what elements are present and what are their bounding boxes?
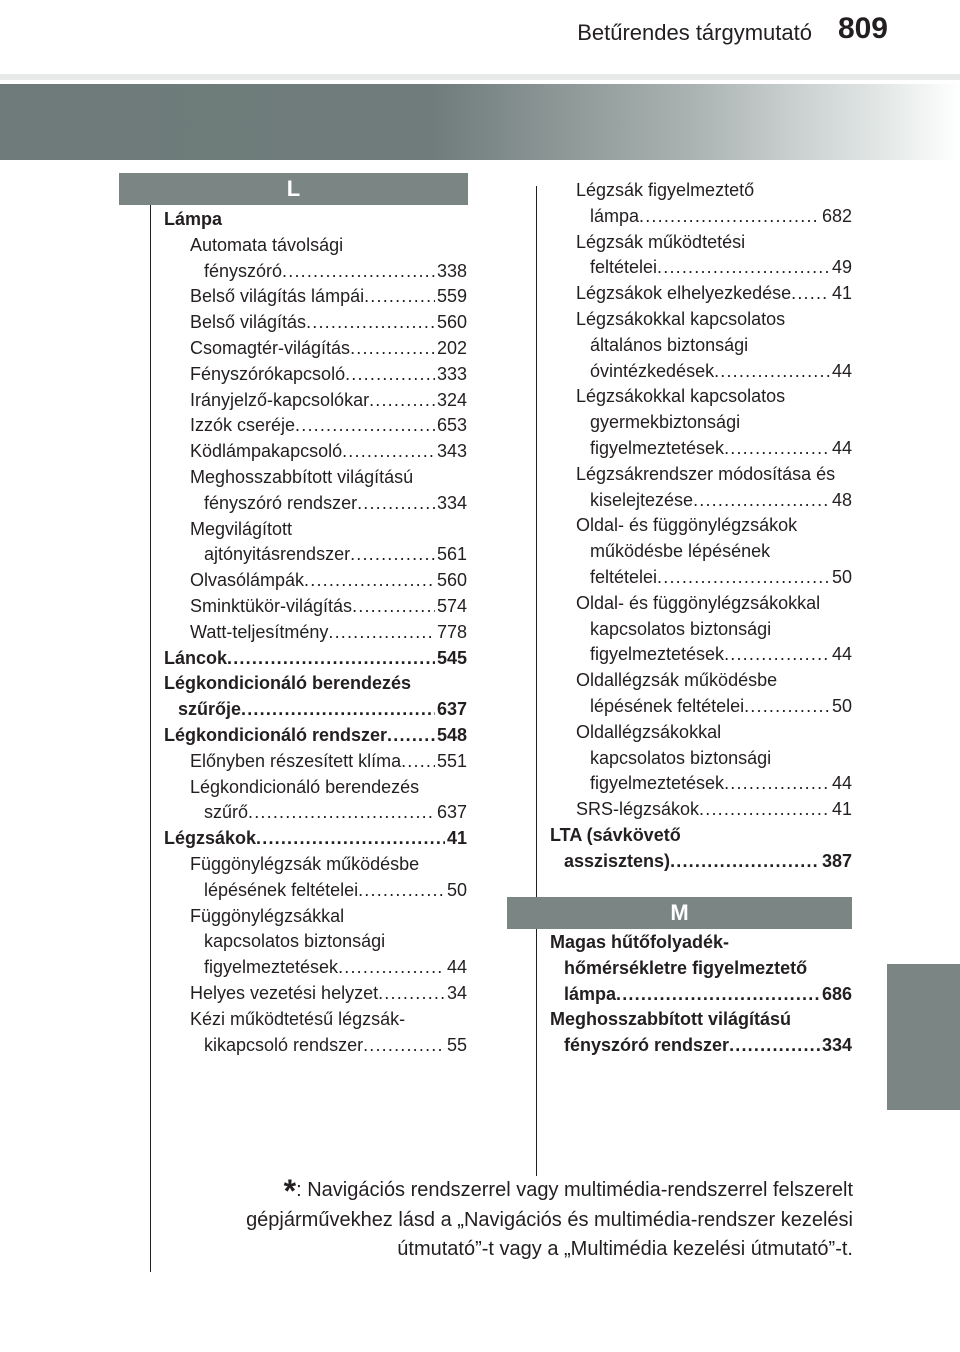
index-entry: [164, 671, 467, 697]
index-entry-text: szűrő: [204, 802, 249, 823]
index-entry-page: 561: [436, 544, 467, 565]
index-entry-page: 41: [831, 799, 852, 820]
index-entry-text: Légkondicionáló berendezés: [190, 776, 420, 797]
dot-leader: [639, 204, 820, 230]
header-title: Betűrendes tárgymutató: [577, 20, 812, 45]
index-entry-text: Lámpa: [164, 209, 223, 229]
index-entry-text: Watt-teljesítmény: [190, 621, 329, 642]
index-entry-text: figyelmeztetések: [204, 957, 339, 978]
index-entry-text: Előnyben részesített klíma: [190, 750, 402, 771]
index-entry-page: 637: [436, 699, 467, 720]
index-entry: [550, 410, 852, 436]
index-entry: [164, 207, 467, 233]
index-entry-text: Légzsákok: [164, 828, 257, 849]
index-entry: [164, 697, 467, 723]
index-entry-page: 41: [446, 828, 467, 849]
index-entry-text: Belső világítás lámpái: [190, 286, 365, 307]
index-entry-text: gyermekbiztonsági: [590, 412, 741, 433]
index-entry: [164, 491, 467, 517]
index-entry-page: 50: [446, 879, 467, 900]
index-entry-text: Belső világítás: [190, 312, 307, 333]
index-entry: [550, 1007, 852, 1033]
index-entry-page: 202: [436, 337, 467, 358]
index-entry: [550, 230, 852, 256]
index-entry: [164, 723, 467, 749]
index-entry: [550, 436, 852, 462]
index-entry-text: fényszóró rendszer: [204, 492, 358, 513]
index-entry: [164, 439, 467, 465]
index-entry: [164, 259, 467, 285]
dot-leader: [369, 388, 435, 414]
index-entry-text: általános biztonsági: [590, 334, 749, 355]
dot-leader: [345, 362, 435, 388]
index-entry: [164, 594, 467, 620]
index-entry: [164, 336, 467, 362]
dot-leader: [724, 436, 830, 462]
index-entry-page: 44: [446, 957, 467, 978]
index-entry-text: óvintézkedések: [590, 360, 715, 381]
index-entry-text: fényszóró: [204, 260, 283, 281]
index-entry-page: 44: [831, 773, 852, 794]
index-entry-text: SRS-légzsákok: [576, 799, 700, 820]
index-entry-text: Oldal- és függönylégzsákok: [576, 515, 798, 536]
index-entry: [164, 465, 467, 491]
index-entry: [550, 384, 852, 410]
index-entry: [550, 359, 852, 385]
dot-leader: [304, 568, 435, 594]
index-entry: [164, 1007, 467, 1033]
index-entry-page: 50: [831, 695, 852, 716]
index-entry-text: Olvasólámpák: [190, 570, 305, 591]
index-entry: [550, 1033, 852, 1059]
index-entry: [550, 178, 852, 204]
index-entry-page: 333: [436, 363, 467, 384]
index-entry: [550, 488, 852, 514]
index-entry-text: Meghosszabbított világítású: [190, 466, 414, 487]
index-entry-page: 48: [831, 489, 852, 510]
index-entry: [550, 281, 852, 307]
index-entry-page: 545: [436, 647, 467, 668]
index-entry: [164, 568, 467, 594]
index-entry-text: kikapcsoló rendszer: [204, 1034, 364, 1055]
index-entry-page: 50: [831, 566, 852, 587]
dot-leader: [328, 620, 435, 646]
index-entry: [550, 307, 852, 333]
index-entry: [164, 233, 467, 259]
index-entry-page: 49: [831, 257, 852, 278]
index-entry: [550, 462, 852, 488]
index-entry: [550, 204, 852, 230]
index-entry-page: 41: [831, 283, 852, 304]
index-entry-page: 34: [446, 982, 467, 1003]
page-header: [0, 0, 960, 78]
index-entry: [164, 413, 467, 439]
footnote-line-3: útmutató”-t vagy a „Multimédia kezelési útmutató”-t.: [397, 1238, 853, 1260]
footnote-line-2: gépjárművekhez lásd a „Navigációs és multimédia-rendszer kezelési: [246, 1209, 853, 1231]
index-entry-page: 343: [436, 441, 467, 462]
dot-leader: [401, 749, 435, 775]
index-entry: [550, 591, 852, 617]
index-entry-page: 387: [821, 850, 852, 871]
index-entry: [550, 982, 852, 1008]
index-entry: [164, 929, 467, 955]
chapter-tab: [887, 964, 960, 1110]
index-entry-text: lépésének feltételei: [204, 879, 359, 900]
index-entry: [550, 797, 852, 823]
index-entry-text: működésbe lépésének: [590, 541, 771, 562]
section-letter-l: L: [119, 173, 468, 205]
index-entry-text: Légkondicionáló rendszer: [164, 724, 388, 745]
index-entry-text: figyelmeztetések: [590, 773, 725, 794]
dot-leader: [616, 982, 820, 1008]
index-entry-text: figyelmeztetések: [590, 644, 725, 665]
index-entry: [164, 981, 467, 1007]
index-entry-page: 574: [436, 595, 467, 616]
dot-leader: [699, 797, 830, 823]
dot-leader: [724, 771, 830, 797]
index-entry: [164, 517, 467, 543]
right-column-m-entries: [550, 930, 852, 1059]
dot-leader: [295, 413, 435, 439]
index-entry-page: 44: [831, 360, 852, 381]
dot-leader: [256, 826, 445, 852]
index-entry-text: Ködlámpakapcsoló: [190, 441, 343, 462]
index-entry: [550, 720, 852, 746]
index-entry: [164, 749, 467, 775]
index-entry-page: 559: [436, 286, 467, 307]
index-entry-page: 653: [436, 415, 467, 436]
dot-leader: [657, 255, 830, 281]
index-entry-text: szűrője: [178, 699, 242, 720]
index-entry: [550, 823, 852, 849]
index-entry: [550, 333, 852, 359]
index-entry-page: 334: [821, 1035, 852, 1056]
index-entry-page: 686: [821, 983, 852, 1004]
index-entry: [550, 746, 852, 772]
index-entry-text: Izzók cseréje: [190, 415, 296, 436]
index-entry-text: Függönylégzsákkal: [190, 905, 345, 926]
dot-leader: [729, 1033, 820, 1059]
index-entry-page: 682: [821, 205, 852, 226]
index-entry-text: asszisztens): [564, 850, 671, 871]
dot-leader: [657, 565, 830, 591]
dot-leader: [358, 878, 445, 904]
index-entry-page: 44: [831, 644, 852, 665]
right-column-entries: [550, 178, 852, 875]
index-entry-text: kapcsolatos biztonsági: [590, 747, 772, 768]
page-number: 809: [837, 12, 888, 45]
dot-leader: [387, 723, 435, 749]
index-entry-page: 334: [436, 492, 467, 513]
dot-leader: [744, 694, 830, 720]
column-divider-line: [536, 186, 537, 1176]
dot-leader: [338, 955, 445, 981]
index-entry-text: feltételei: [590, 257, 658, 278]
index-entry-text: Légkondicionáló berendezés: [164, 673, 412, 694]
index-entry-text: Csomagtér-világítás: [190, 337, 351, 358]
index-entry-text: Légzsákok elhelyezkedése: [576, 283, 792, 304]
index-entry-text: fényszóró rendszer: [564, 1035, 730, 1056]
dot-leader: [350, 336, 435, 362]
dot-leader: [714, 359, 830, 385]
index-entry-page: 44: [831, 437, 852, 458]
index-entry: [550, 642, 852, 668]
index-entry-text: lámpa: [564, 983, 617, 1004]
dot-leader: [352, 594, 435, 620]
index-entry: [164, 542, 467, 568]
index-entry-page: 778: [436, 621, 467, 642]
index-entry-text: kiselejtezése: [590, 489, 694, 510]
dot-leader: [364, 284, 435, 310]
index-entry-page: 324: [436, 389, 467, 410]
index-entry: [550, 668, 852, 694]
index-entry-page: 560: [436, 312, 467, 333]
index-entry-text: Helyes vezetési helyzet: [190, 982, 379, 1003]
dot-leader: [670, 849, 820, 875]
index-entry-text: Légzsák működtetési: [576, 231, 746, 252]
index-entry-text: ajtónyitásrendszer: [204, 544, 351, 565]
index-entry: [164, 955, 467, 981]
left-column-entries: [164, 207, 467, 1058]
index-entry-text: feltételei: [590, 566, 658, 587]
index-entry: [164, 852, 467, 878]
index-entry: [164, 878, 467, 904]
index-entry-text: kapcsolatos biztonsági: [204, 931, 386, 952]
dot-leader: [282, 259, 435, 285]
footnote-line-1: : Navigációs rendszerrel vagy multimédia-rendszerrel felszerelt: [296, 1179, 853, 1201]
dot-leader: [357, 491, 435, 517]
index-entry-page: 338: [436, 260, 467, 281]
index-entry-text: Légzsákokkal kapcsolatos: [576, 308, 786, 329]
index-entry: [164, 826, 467, 852]
index-entry-text: Légzsákrendszer módosítása és: [576, 463, 836, 484]
index-entry: [164, 620, 467, 646]
index-entry: [164, 800, 467, 826]
index-entry: [550, 513, 852, 539]
index-entry: [550, 956, 852, 982]
index-entry: [550, 694, 852, 720]
dot-leader: [724, 642, 830, 668]
index-entry-text: Irányjelző-kapcsolókar: [190, 389, 370, 410]
section-letter-m: M: [507, 897, 852, 929]
index-entry: [164, 904, 467, 930]
index-entry-page: 551: [436, 750, 467, 771]
header-divider: [0, 74, 960, 80]
index-entry-text: Láncok: [164, 647, 228, 668]
index-entry: [164, 362, 467, 388]
index-entry-text: figyelmeztetések: [590, 437, 725, 458]
index-entry-text: Meghosszabbított világítású: [550, 1009, 792, 1030]
index-entry: [550, 255, 852, 281]
footnote: [153, 1173, 853, 1264]
index-entry: [164, 775, 467, 801]
index-entry-text: lámpa: [590, 205, 640, 226]
dot-leader: [363, 1033, 445, 1059]
index-entry-text: Megvilágított: [190, 518, 293, 539]
index-entry-text: LTA (sávkövető: [550, 824, 681, 845]
index-entry: [550, 849, 852, 875]
index-entry-text: hőmérsékletre figyelmeztető: [564, 957, 808, 978]
index-entry: [164, 284, 467, 310]
index-entry-page: 637: [436, 802, 467, 823]
index-entry-text: Magas hűtőfolyadék-: [550, 932, 730, 952]
index-entry-text: Függönylégzsák működésbe: [190, 853, 420, 874]
index-entry-text: Légzsák figyelmeztető: [576, 180, 755, 200]
dot-leader: [791, 281, 830, 307]
dot-leader: [378, 981, 445, 1007]
footnote-star: *: [283, 1173, 297, 1209]
left-margin-line: [150, 205, 151, 1272]
index-entry: [164, 646, 467, 672]
dot-leader: [306, 310, 435, 336]
index-entry: [550, 565, 852, 591]
index-entry-page: 560: [436, 570, 467, 591]
index-entry: [164, 1033, 467, 1059]
index-entry-page: 55: [446, 1034, 467, 1055]
index-entry-page: 548: [436, 724, 467, 745]
index-entry: [550, 771, 852, 797]
dot-leader: [248, 800, 435, 826]
index-entry-text: Oldallégzsákokkal: [576, 721, 722, 742]
dot-leader: [342, 439, 435, 465]
index-entry: [550, 930, 852, 956]
index-entry: [164, 310, 467, 336]
index-entry: [550, 617, 852, 643]
decorative-banner: [0, 84, 960, 160]
index-entry-text: Kézi működtetésű légzsák-: [190, 1008, 406, 1029]
index-entry-text: kapcsolatos biztonsági: [590, 618, 772, 639]
index-entry: [164, 388, 467, 414]
index-entry-text: Oldal- és függönylégzsákokkal: [576, 592, 821, 613]
index-entry-text: lépésének feltételei: [590, 695, 745, 716]
index-entry-text: Sminktükör-világítás: [190, 595, 353, 616]
dot-leader: [241, 697, 435, 723]
index-entry-text: Oldallégzsák működésbe: [576, 670, 778, 691]
dot-leader: [693, 488, 830, 514]
index-entry: [550, 539, 852, 565]
dot-leader: [350, 542, 435, 568]
index-entry-text: Automata távolsági: [190, 234, 344, 255]
dot-leader: [227, 646, 435, 672]
index-entry-text: Fényszórókapcsoló: [190, 363, 346, 384]
index-entry-text: Légzsákokkal kapcsolatos: [576, 386, 786, 407]
